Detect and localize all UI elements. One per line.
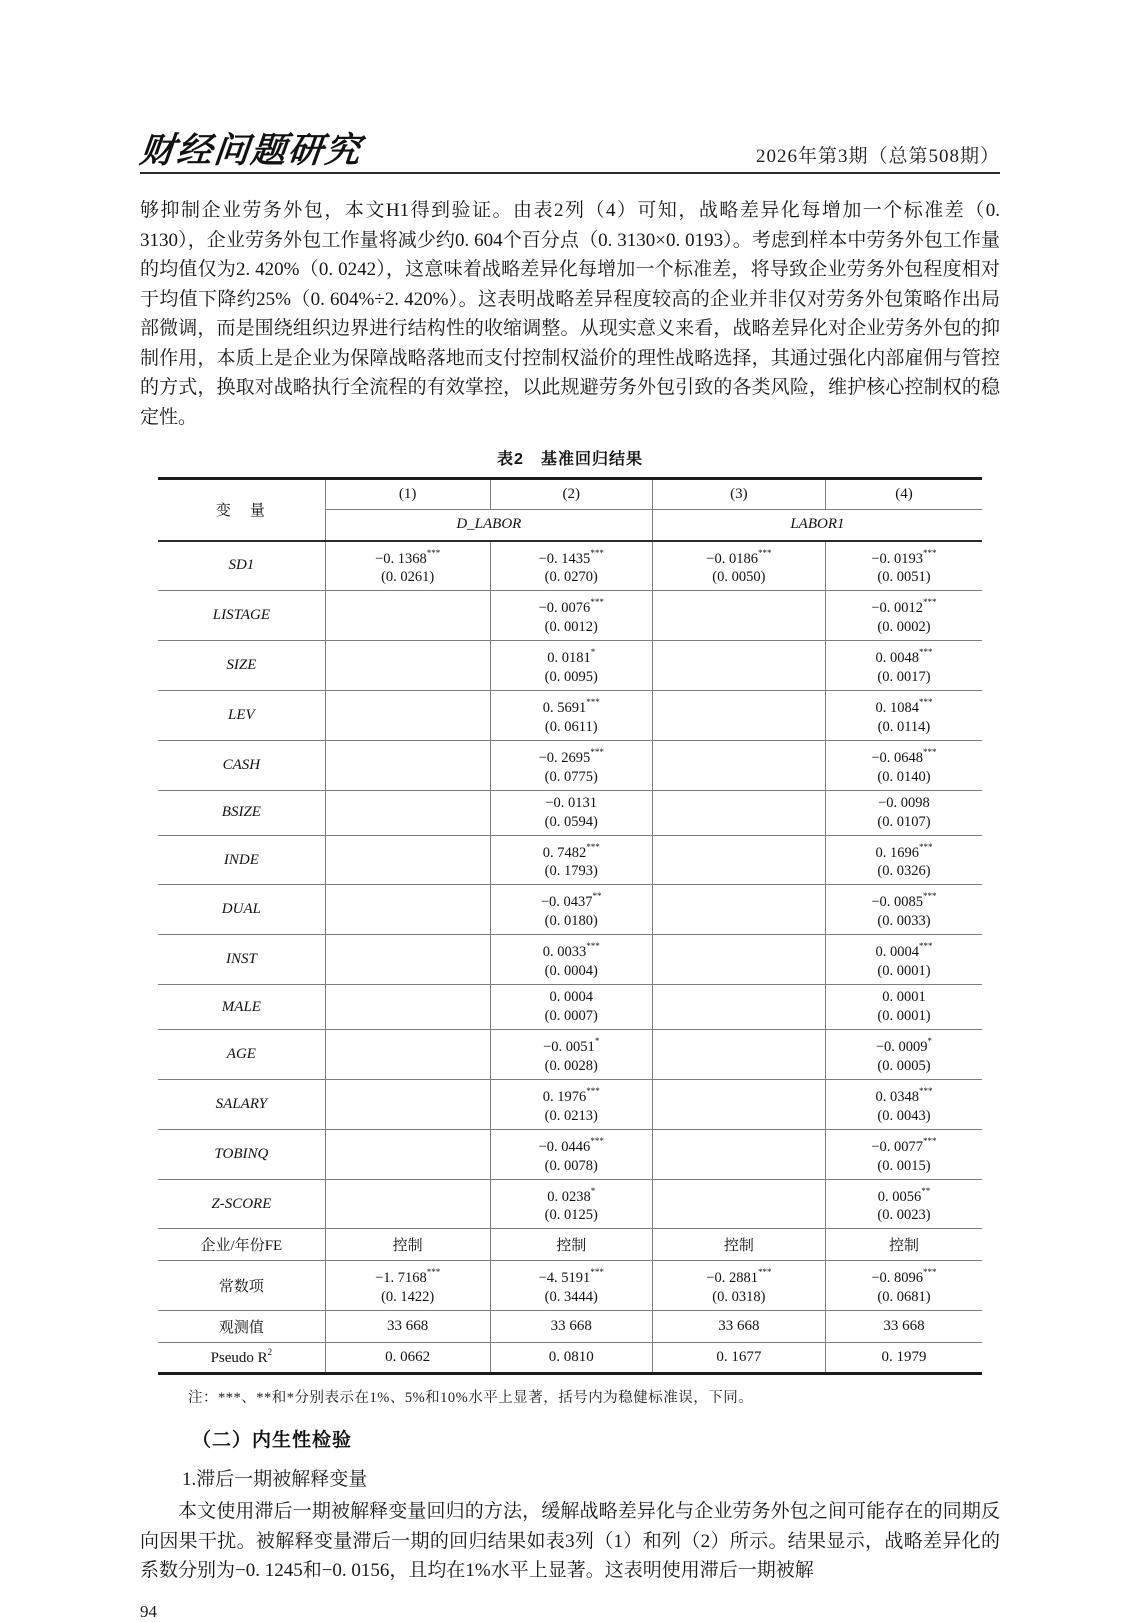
row-label: INDE xyxy=(158,835,325,885)
table-cell xyxy=(652,1179,825,1229)
table-cell: 0. 1677 xyxy=(652,1343,825,1374)
table-row xyxy=(158,790,982,835)
table-cell: 0. 0001 (0. 0001) xyxy=(825,985,982,1030)
row-label: 企业/年份FE xyxy=(158,1229,325,1261)
column-number-row xyxy=(158,479,982,510)
table-cell: 0. 0348*** (0. 0043) xyxy=(825,1079,982,1129)
intro-paragraph: 够抑制企业劳务外包，本文H1得到验证。由表2列（4）可知，战略差异化每增加一个标准差（0. 3130），企业劳务外包工作量将减少约0. 604个百分点（0. 3130×0. 0193）。考虑到样本中劳务外包工作量的均值仅为2. 420%（0. 0242），这意味着战略差异化每增加一个标准差，将导致企业劳务外包程度相对于均值下降约25%（0. 604%÷2. 420%）。这表明战略差异程度较高的企业并非仅对劳务外包策略作出局部微调，而是围绕组织边界进行结构性的收缩调整。从现实意义来看，战略差异化对企业劳务外包的抑制作用，本质上是企业为保障战略落地而支付控制权溢价的理性战略选择，其通过强化内部雇佣与管控的方式，换取对战略执行全流程的有效掌控，以此规避劳务外包引致的各类风险，维护核心控制权的稳定性。 xyxy=(140,200,1000,428)
table-cell xyxy=(325,790,490,835)
section-heading: （二）内生性检验 xyxy=(192,1430,353,1452)
row-label: LISTAGE xyxy=(158,591,325,641)
row-label: MALE xyxy=(158,985,325,1030)
table-cell xyxy=(652,591,825,641)
table-row xyxy=(158,740,982,790)
table-row xyxy=(158,985,982,1030)
table-cell xyxy=(325,1030,490,1080)
table-row xyxy=(158,541,982,591)
table-row xyxy=(158,1079,982,1129)
table-cell: 0. 0181* (0. 0095) xyxy=(490,641,652,691)
table-cell: 0. 0810 xyxy=(490,1343,652,1374)
table-cell: 控制 xyxy=(652,1229,825,1261)
table-cell xyxy=(325,1129,490,1179)
table-cell: −0. 0076*** (0. 0012) xyxy=(490,591,652,641)
column-header-2: (2) xyxy=(490,479,652,510)
table-cell: 0. 1084*** (0. 0114) xyxy=(825,690,982,740)
table-cell: −0. 0437** (0. 0180) xyxy=(490,885,652,935)
row-label: SALARY xyxy=(158,1079,325,1129)
table-cell: −0. 0077*** (0. 0015) xyxy=(825,1129,982,1179)
table-cell: 0. 1696*** (0. 0326) xyxy=(825,835,982,885)
table-cell xyxy=(325,885,490,935)
table-row xyxy=(158,935,982,985)
table-header xyxy=(158,479,982,541)
table-row xyxy=(158,1229,982,1261)
row-label: BSIZE xyxy=(158,790,325,835)
table-cell xyxy=(652,790,825,835)
table-cell: −0. 0051* (0. 0028) xyxy=(490,1030,652,1080)
table-cell: 0. 0238* (0. 0125) xyxy=(490,1179,652,1229)
table-cell xyxy=(325,835,490,885)
table-cell: 0. 1979 xyxy=(825,1343,982,1374)
table-cell: 控制 xyxy=(490,1229,652,1261)
table-cell: 0. 0048*** (0. 0017) xyxy=(825,641,982,691)
regression-table-body xyxy=(158,541,982,1374)
table-cell: 33 668 xyxy=(490,1311,652,1343)
row-label: TOBINQ xyxy=(158,1129,325,1179)
table-cell xyxy=(325,935,490,985)
issue-info: 2026年第3期（总第508期） xyxy=(755,146,1000,167)
table-cell: 33 668 xyxy=(652,1311,825,1343)
table-cell: 0. 1976*** (0. 0213) xyxy=(490,1079,652,1129)
endogeneity-paragraph: 本文使用滞后一期被解释变量回归的方法，缓解战略差异化与企业劳务外包之间可能存在的同期反向因果干扰。被解释变量滞后一期的回归结果如表3列（1）和列（2）所示。结果显示，战略差异化的系数分别为−0. 1245和−0. 0156，且均在1%水平上显著。这表明使用滞后一期被解 xyxy=(140,1501,1000,1582)
table-row xyxy=(158,1129,982,1179)
table-cell xyxy=(325,591,490,641)
table-cell: −4. 5191*** (0. 3444) xyxy=(490,1261,652,1311)
table-cell xyxy=(652,690,825,740)
table-row xyxy=(158,591,982,641)
table-cell xyxy=(325,740,490,790)
table-cell: 0. 0662 xyxy=(325,1343,490,1374)
table-cell xyxy=(325,985,490,1030)
table-row xyxy=(158,1030,982,1080)
table-cell xyxy=(652,740,825,790)
table-cell: −0. 0012*** (0. 0002) xyxy=(825,591,982,641)
table-cell xyxy=(652,885,825,935)
row-label: DUAL xyxy=(158,885,325,935)
table-cell xyxy=(652,641,825,691)
table-cell: −0. 1368*** (0. 0261) xyxy=(325,541,490,591)
row-label: AGE xyxy=(158,1030,325,1080)
table-row xyxy=(158,885,982,935)
table-cell: −0. 0648*** (0. 0140) xyxy=(825,740,982,790)
table-row xyxy=(158,641,982,691)
row-label: 常数项 xyxy=(158,1261,325,1311)
table-cell xyxy=(325,641,490,691)
table-row xyxy=(158,1179,982,1229)
group-header-dlabor: D_LABOR xyxy=(325,510,652,541)
table-cell: 0. 0004 (0. 0007) xyxy=(490,985,652,1030)
table-cell: −1. 7168*** (0. 1422) xyxy=(325,1261,490,1311)
row-label: Pseudo $R^2$ xyxy=(158,1343,325,1374)
row-label: SIZE xyxy=(158,641,325,691)
table-cell: 0. 0004*** (0. 0001) xyxy=(825,935,982,985)
regression-table xyxy=(158,477,982,1375)
table-title: 表2 基准回归结果 xyxy=(497,451,643,468)
table-row xyxy=(158,1343,982,1374)
table-cell xyxy=(325,690,490,740)
table-cell: −0. 0193*** (0. 0051) xyxy=(825,541,982,591)
table-cell xyxy=(652,935,825,985)
table-row xyxy=(158,690,982,740)
group-header-labor1: LABOR1 xyxy=(652,510,982,541)
table-cell: −0. 0085*** (0. 0033) xyxy=(825,885,982,935)
table-cell: 控制 xyxy=(325,1229,490,1261)
table-cell: 33 668 xyxy=(825,1311,982,1343)
table-cell: 0. 0056** (0. 0023) xyxy=(825,1179,982,1229)
journal-logo: 财经问题研究 xyxy=(137,130,365,171)
row-label: Z-SCORE xyxy=(158,1179,325,1229)
table-cell: 控制 xyxy=(825,1229,982,1261)
table-cell xyxy=(652,835,825,885)
table-cell xyxy=(325,1179,490,1229)
table-cell xyxy=(652,1079,825,1129)
column-header-4: (4) xyxy=(825,479,982,510)
table-cell: 0. 5691*** (0. 0611) xyxy=(490,690,652,740)
table-cell: 0. 7482*** (0. 1793) xyxy=(490,835,652,885)
row-label: LEV xyxy=(158,690,325,740)
row-label: SD1 xyxy=(158,541,325,591)
table-cell xyxy=(652,985,825,1030)
table-cell: 0. 0033*** (0. 0004) xyxy=(490,935,652,985)
page-header xyxy=(137,124,1000,174)
subsection-heading: 1.滞后一期被解释变量 xyxy=(182,1469,368,1491)
table-cell: −0. 0186*** (0. 0050) xyxy=(652,541,825,591)
table-cell: −0. 8096*** (0. 0681) xyxy=(825,1261,982,1311)
table-row xyxy=(158,835,982,885)
table-cell: 33 668 xyxy=(325,1311,490,1343)
table-cell: −0. 1435*** (0. 0270) xyxy=(490,541,652,591)
table-cell: −0. 0446*** (0. 0078) xyxy=(490,1129,652,1179)
table-note: 注：***、**和*分别表示在1%、5%和10%水平上显著，括号内为稳健标准误，下同。 xyxy=(188,1390,754,1407)
table-cell: −0. 0098 (0. 0107) xyxy=(825,790,982,835)
table-row xyxy=(158,1261,982,1311)
row-label: INST xyxy=(158,935,325,985)
table-cell xyxy=(325,1079,490,1129)
row-label: 观测值 xyxy=(158,1311,325,1343)
table-row xyxy=(158,1311,982,1343)
variable-header: 变 量 xyxy=(158,479,325,541)
column-header-1: (1) xyxy=(325,479,490,510)
page-number: 94 xyxy=(140,1601,157,1621)
table-cell xyxy=(652,1030,825,1080)
column-header-3: (3) xyxy=(652,479,825,510)
row-label: CASH xyxy=(158,740,325,790)
table-cell: −0. 2881*** (0. 0318) xyxy=(652,1261,825,1311)
table-cell: −0. 0131 (0. 0594) xyxy=(490,790,652,835)
table-cell: −0. 0009* (0. 0005) xyxy=(825,1030,982,1080)
table-cell: −0. 2695*** (0. 0775) xyxy=(490,740,652,790)
table-cell xyxy=(652,1129,825,1179)
